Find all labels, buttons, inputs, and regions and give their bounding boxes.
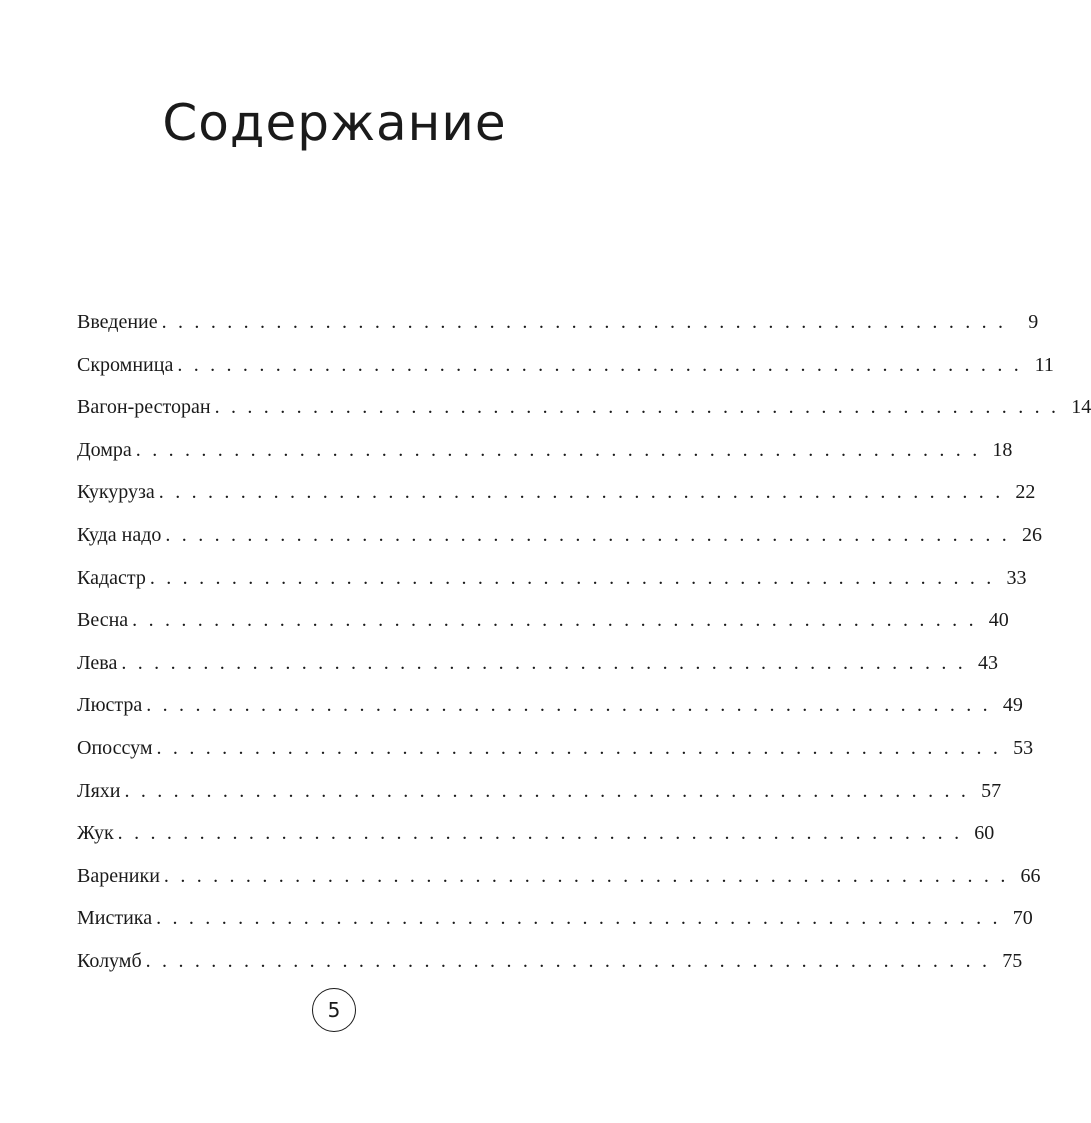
toc-entry-page: 75 bbox=[1002, 949, 1023, 972]
toc-entry-title: Введение bbox=[77, 311, 158, 333]
dot-leader: . . . . . . . . . . . . . . . . . . . . . . . . . . . . . . . . . . . . . . . . . . . . . . . . . . . . bbox=[158, 481, 1004, 504]
toc-entry-title: Люстра bbox=[77, 694, 143, 717]
toc-entry-title: Мистика bbox=[77, 907, 153, 930]
toc-entry-title: Ляхи bbox=[77, 779, 121, 802]
toc-entry bbox=[77, 471, 1036, 514]
toc-entry-page: 70 bbox=[1012, 907, 1033, 930]
toc-entry bbox=[77, 812, 995, 855]
toc-entry-title: Лева bbox=[77, 651, 118, 674]
toc-entry bbox=[77, 301, 1039, 344]
toc-entry bbox=[77, 514, 1042, 557]
table-of-contents bbox=[77, 301, 1091, 983]
toc-entry-title: Колумб bbox=[77, 949, 142, 972]
dot-leader: . . . . . . . . . . . . . . . . . . . . . . . . . . . . . . . . . . . . . . . . . . . . . . . . . . . . bbox=[149, 566, 995, 589]
toc-entry-page: 43 bbox=[977, 651, 998, 674]
dot-leader: . . . . . . . . . . . . . . . . . . . . . . . . . . . . . . . . . . . . . . . . . . . . . . . . . . . . bbox=[135, 438, 981, 461]
dot-leader: . . . . . . . . . . . . . . . . . . . . . . . . . . . . . . . . . . . . . . . . . . . . . . . . . . . . bbox=[132, 609, 977, 632]
page-title: Содержание bbox=[162, 94, 507, 152]
toc-entry bbox=[77, 599, 1009, 642]
toc-entry-page: 66 bbox=[1020, 864, 1041, 887]
toc-entry-page: 11 bbox=[1034, 353, 1054, 376]
toc-entry-title: Вареники bbox=[77, 864, 160, 887]
dot-leader: . . . . . . . . . . . . . . . . . . . . . . . . . . . . . . . . . . . . . . . . . . . . . . . . . . . . bbox=[214, 396, 1060, 419]
dot-leader: . . . . . . . . . . . . . . . . . . . . . . . . . . . . . . . . . . . . . . . . . . . . . . . . . . . . bbox=[156, 907, 1001, 930]
toc-entry-title: Куда надо bbox=[77, 523, 162, 546]
dot-leader: . . . . . . . . . . . . . . . . . . . . . . . . . . . . . . . . . . . . . . . . . . . . . . . . . . . . bbox=[161, 311, 1007, 333]
dot-leader: . . . . . . . . . . . . . . . . . . . . . . . . . . . . . . . . . . . . . . . . . . . . . . . . . . . . bbox=[177, 353, 1022, 376]
toc-entry-title: Весна bbox=[77, 609, 129, 632]
dot-leader: . . . . . . . . . . . . . . . . . . . . . . . . . . . . . . . . . . . . . . . . . . . . . . . . . . . . bbox=[117, 822, 963, 845]
toc-entry bbox=[77, 727, 1034, 770]
toc-entry-title: Скромница bbox=[77, 353, 174, 376]
dot-leader: . . . . . . . . . . . . . . . . . . . . . . . . . . . . . . . . . . . . . . . . . . . . . . . . . . . . bbox=[121, 651, 966, 674]
toc-entry-page: 9 bbox=[1028, 311, 1039, 333]
toc-entry bbox=[77, 429, 1013, 472]
page-number: 5 bbox=[327, 998, 341, 1022]
toc-entry bbox=[77, 642, 998, 685]
toc-entry-page: 14 bbox=[1071, 396, 1091, 419]
dot-leader: . . . . . . . . . . . . . . . . . . . . . . . . . . . . . . . . . . . . . . . . . . . . . . . . . . . . bbox=[165, 523, 1010, 546]
toc-entry-title: Опоссум bbox=[77, 736, 153, 759]
dot-leader: . . . . . . . . . . . . . . . . . . . . . . . . . . . . . . . . . . . . . . . . . . . . . . . . . . . . bbox=[156, 736, 1002, 759]
toc-entry bbox=[77, 684, 1023, 727]
toc-entry-title: Жук bbox=[77, 822, 114, 845]
toc-entry-title: Кукуруза bbox=[77, 481, 155, 504]
toc-entry bbox=[77, 386, 1091, 429]
toc-entry-page: 22 bbox=[1015, 481, 1036, 504]
page-number-badge bbox=[312, 988, 356, 1032]
toc-entry-title: Вагон-ресторан bbox=[77, 396, 211, 419]
toc-entry-page: 49 bbox=[1002, 694, 1023, 717]
dot-leader: . . . . . . . . . . . . . . . . . . . . . . . . . . . . . . . . . . . . . . . . . . . . . . . . . . . . bbox=[163, 864, 1009, 887]
toc-entry-page: 40 bbox=[988, 609, 1009, 632]
toc-entry-title: Кадастр bbox=[77, 566, 146, 589]
toc-entry-page: 33 bbox=[1006, 566, 1027, 589]
toc-entry-page: 53 bbox=[1013, 736, 1034, 759]
toc-entry bbox=[77, 557, 1027, 600]
toc-entry-title: Домра bbox=[77, 438, 132, 461]
toc-entry bbox=[77, 855, 1041, 898]
toc-entry-page: 57 bbox=[981, 779, 1002, 802]
toc-entry-page: 18 bbox=[992, 438, 1013, 461]
toc-entry bbox=[77, 940, 1023, 983]
toc-entry bbox=[77, 897, 1033, 940]
dot-leader: . . . . . . . . . . . . . . . . . . . . . . . . . . . . . . . . . . . . . . . . . . . . . . . . . . . . bbox=[124, 779, 970, 802]
toc-entry-page: 26 bbox=[1022, 523, 1042, 546]
dot-leader: . . . . . . . . . . . . . . . . . . . . . . . . . . . . . . . . . . . . . . . . . . . . . . . . . . . . bbox=[145, 949, 991, 972]
dot-leader: . . . . . . . . . . . . . . . . . . . . . . . . . . . . . . . . . . . . . . . . . . . . . . . . . . . . bbox=[146, 694, 991, 717]
toc-entry bbox=[77, 344, 1054, 387]
toc-entry bbox=[77, 770, 1002, 813]
toc-entry-page: 60 bbox=[974, 822, 995, 845]
